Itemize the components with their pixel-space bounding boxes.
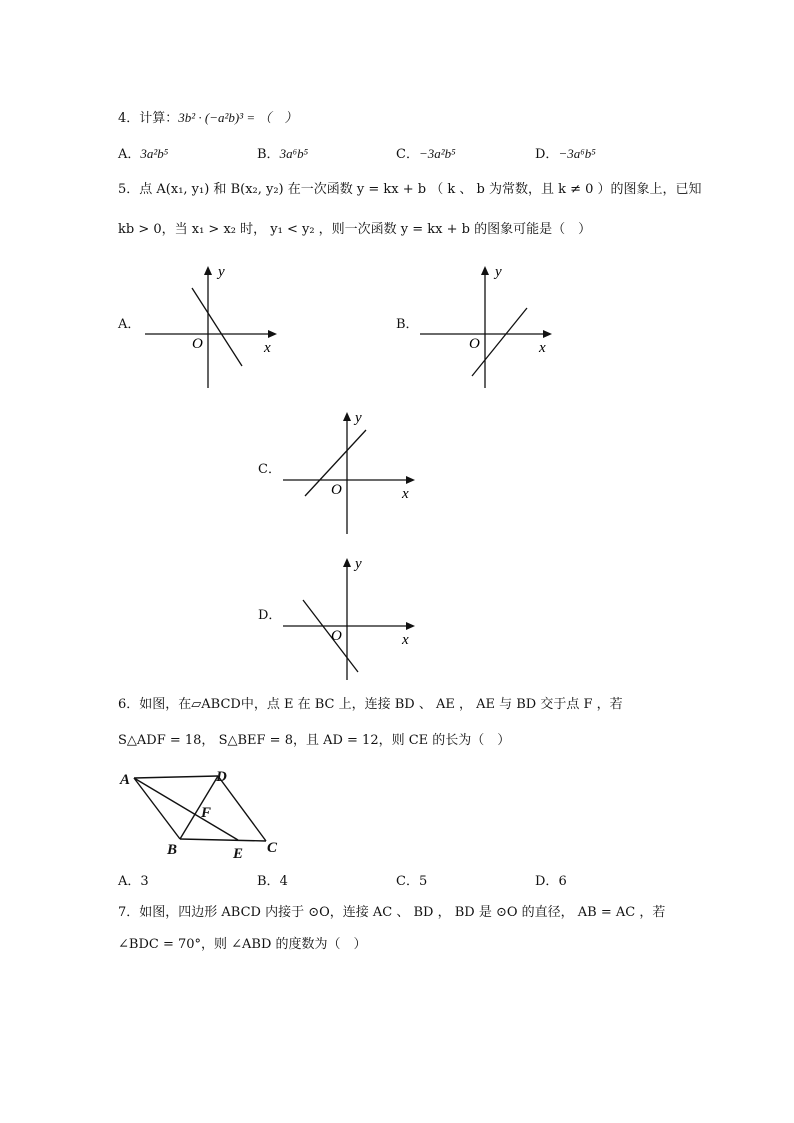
segment-dc	[218, 776, 266, 841]
q7-line1: 7．如图，四边形 ABCD 内接于 ⊙O，连接 AC 、 BD ， BD 是 ⊙O 的直径， AB = AC ，若	[118, 905, 666, 920]
q5-graph-d-label: D．	[258, 608, 282, 623]
segment-bd	[180, 776, 218, 839]
point-b-label: B	[167, 842, 178, 858]
q6-parallelogram-figure	[112, 762, 292, 862]
q4-option-c: C．−3a²b⁵	[396, 146, 456, 162]
q6-line1: 6．如图，在▱ABCD中，点 E 在 BC 上，连接 BD 、 AE ， AE 与 BD 交于点 F ，若	[118, 697, 623, 712]
q5-graph-a	[140, 258, 285, 393]
q6-line2: S△ADF = 18， S△BEF = 8，且 AD = 12，则 CE 的长为（ ）	[118, 733, 511, 748]
point-c-label: C	[267, 840, 278, 856]
q4-expression: 3b² · (−a²b)³ = （ ）	[178, 110, 298, 125]
q4-stem-text: 4．计算：	[118, 111, 179, 126]
q5-graph-b-label: B．	[396, 317, 419, 332]
x-axis-label: x	[539, 340, 546, 356]
graph-a-line	[192, 288, 242, 366]
q5-graph-c	[278, 404, 423, 539]
graph-b-line	[472, 308, 527, 376]
point-e-label: E	[233, 846, 244, 862]
x-axis-label: x	[402, 632, 409, 648]
y-axis-label: y	[218, 264, 225, 280]
origin-label: O	[469, 336, 480, 352]
point-d-label: D	[216, 769, 227, 785]
x-axis-label: x	[402, 486, 409, 502]
origin-label: O	[331, 482, 342, 498]
q6-option-c: C．5	[396, 874, 428, 889]
segment-bc	[180, 839, 266, 841]
q4-option-a: A．3a²b⁵	[118, 146, 169, 162]
y-axis-label: y	[495, 264, 502, 280]
point-a-label: A	[120, 772, 131, 788]
point-f-label: F	[201, 805, 212, 821]
q6-option-d: D．6	[535, 874, 567, 889]
q6-option-b: B．4	[257, 874, 288, 889]
origin-label: O	[192, 336, 203, 352]
q5-line2: kb > 0，当 x₁ > x₂ 时， y₁ < y₂ ，则一次函数 y = kx + b 的图象可能是（ ）	[118, 222, 592, 237]
x-axis-label: x	[264, 340, 271, 356]
segment-ad	[134, 776, 218, 778]
origin-label: O	[331, 628, 342, 644]
y-axis-label: y	[355, 556, 362, 572]
q4-option-b: B．3a⁶b⁵	[257, 146, 309, 162]
q5-graph-d	[278, 550, 423, 685]
q5-line1: 5．点 A(x₁, y₁) 和 B(x₂, y₂) 在一次函数 y = kx + b （ k 、 b 为常数，且 k ≠ 0 ）的图象上，已知	[118, 182, 702, 197]
q5-graph-a-label: A．	[118, 317, 141, 332]
q6-option-a: A．3	[118, 874, 149, 889]
q4-option-d: D．−3a⁶b⁵	[535, 146, 596, 162]
q4-stem	[118, 108, 297, 129]
q7-line2: ∠BDC = 70°，则 ∠ABD 的度数为（ ）	[118, 937, 367, 952]
segment-ab	[134, 778, 180, 839]
q5-graph-b	[415, 258, 560, 393]
segment-ae	[134, 778, 238, 840]
y-axis-label: y	[355, 410, 362, 426]
q5-graph-c-label: C．	[258, 462, 281, 477]
